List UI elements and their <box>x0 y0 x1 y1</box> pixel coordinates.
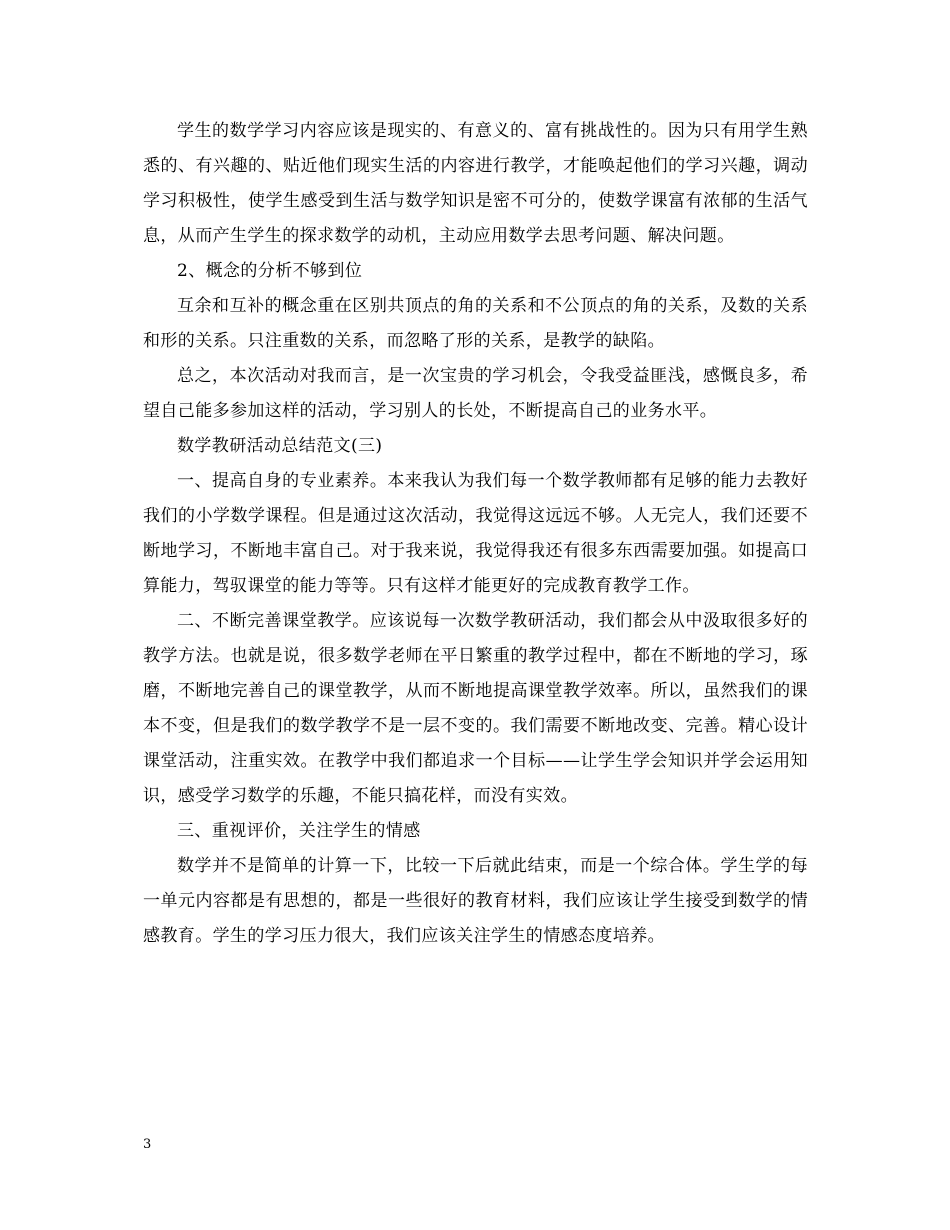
document-subtitle: 数学教研活动总结范文(三) <box>177 436 383 456</box>
page-number: 3 <box>143 1137 152 1152</box>
paragraph-complementary-angles: 互余和互补的概念重在区别共顶点的角的关系和不公顶点的角的关系，及数的关系和形的关系。只注重数的关系，而忽略了形的关系，是教学的缺陷。 <box>143 296 808 351</box>
document-body <box>143 114 808 954</box>
section-heading-evaluation: 三、重视评价，关注学生的情感 <box>177 821 421 841</box>
paragraph-emotional-education: 数学并不是简单的计算一下，比较一下后就此结束，而是一个综合体。学生学的每一单元内容都是有思想的，都是一些很好的教育材料，我们应该让学生接受到数学的情感教育。学生的学习压力很大，我们应该关注学生的情感态度培养。 <box>143 856 808 946</box>
paragraph-professional-quality: 一、提高自身的专业素养。本来我认为我们每一个数学教师都有足够的能力去教好我们的小学数学课程。但是通过这次活动，我觉得这远远不够。人无完人，我们还要不断地学习，不断地丰富自己。对于我来说，我觉得我还有很多东西需要加强。如提高口算能力，驾驭课堂的能力等等。只有这样才能更好的完成教育教学工作。 <box>143 471 808 596</box>
paragraph-intro-math-content: 学生的数学学习内容应该是现实的、有意义的、富有挑战性的。因为只有用学生熟悉的、有兴趣的、贴近他们现实生活的内容进行教学，才能唤起他们的学习兴趣，调动学习积极性，使学生感受到生活与数学知识是密不可分的，使数学课富有浓郁的生活气息，从而产生学生的探求数学的动机，主动应用数学去思考问题、解决问题。 <box>143 121 808 246</box>
paragraph-conclusion: 总之，本次活动对我而言，是一次宝贵的学习机会，令我受益匪浅，感慨良多，希望自己能多参加这样的活动，学习别人的长处，不断提高自己的业务水平。 <box>143 366 808 421</box>
paragraph-improve-teaching: 二、不断完善课堂教学。应该说每一次数学教研活动，我们都会从中汲取很多好的教学方法。也就是说，很多数学老师在平日繁重的教学过程中，都在不断地的学习，琢磨，不断地完善自己的课堂教学，从而不断地提高课堂教学效率。所以，虽然我们的课本不变，但是我们的数学教学不是一层不变的。我们需要不断地改变、完善。精心设计课堂活动，注重实效。在教学中我们都追求一个目标——让学生学会知识并学会运用知识，感受学习数学的乐趣，不能只搞花样，而没有实效。 <box>143 611 808 806</box>
section-heading-concept-analysis: 2、概念的分析不够到位 <box>177 261 363 281</box>
